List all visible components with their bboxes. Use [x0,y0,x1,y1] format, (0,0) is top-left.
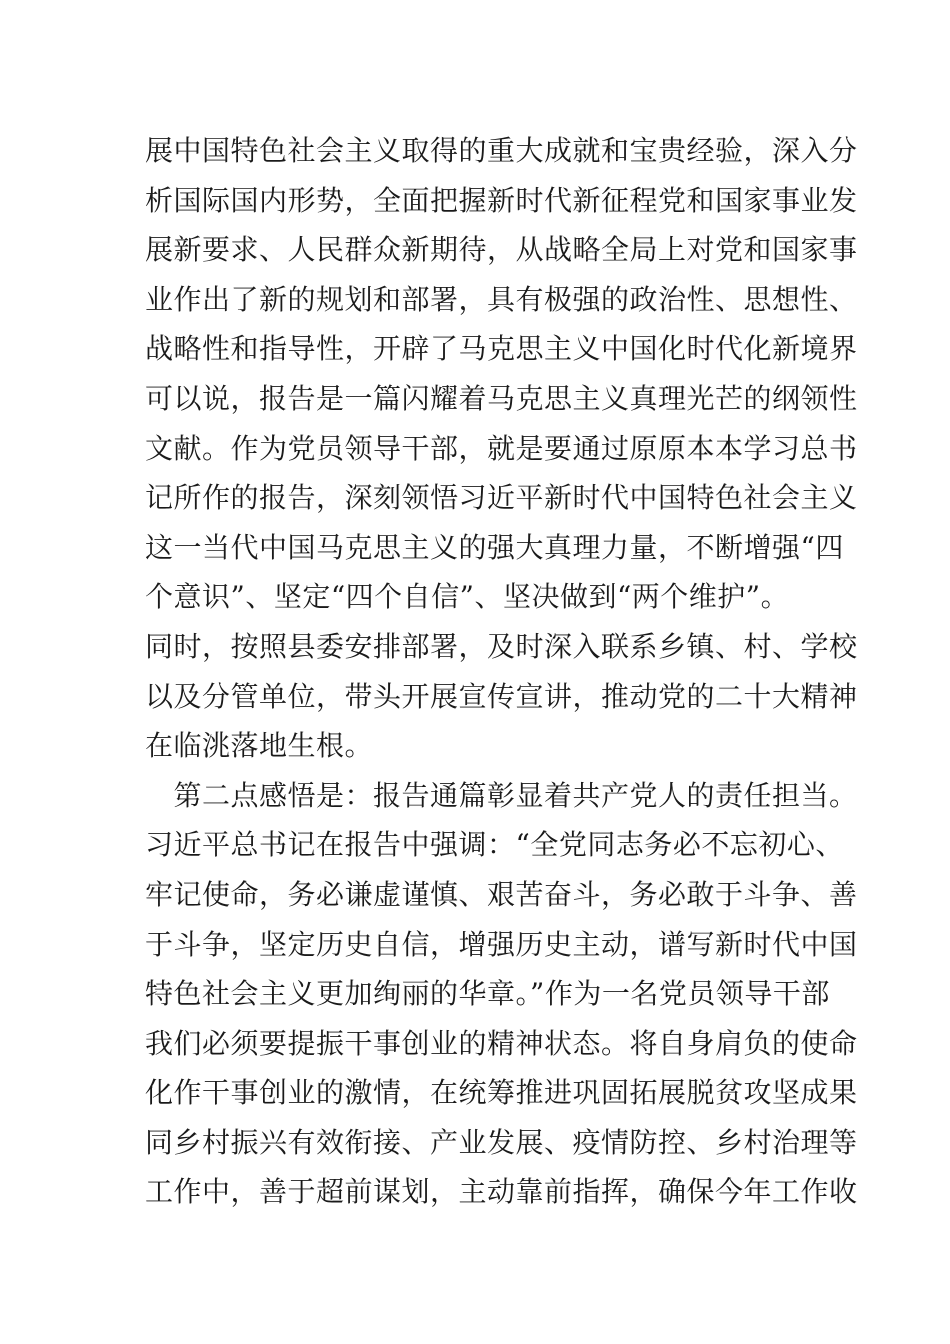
document-body [145,126,858,1217]
text-line: 特色社会主义更加绚丽的华章。”作为一名党员领导干部 [145,977,830,1011]
text-line: 可以说，报告是一篇闪耀着马克思主义真理光芒的纲领性 [145,381,858,415]
text-line: 化作干事创业的激情，在统筹推进巩固拓展脱贫攻坚成果 [145,1076,858,1110]
text-line: 展新要求、人民群众新期待，从战略全局上对党和国家事 [145,233,858,267]
text-line: 同时，按照县委安排部署，及时深入联系乡镇、村、学校 [145,629,858,663]
text-line: 于斗争，坚定历史自信，增强历史主动，谱写新时代中国 [145,927,858,961]
text-line: 个意识”、坚定“四个自信”、坚决做到“两个维护”。 [145,580,790,614]
text-line: 以及分管单位，带头开展宣传宣讲，推动党的二十大精神 [145,679,858,713]
text-line: 展中国特色社会主义取得的重大成就和宝贵经验，深入分 [145,134,858,167]
text-line: 第二点感悟是：报告通篇彰显着共产党人的责任担当。 [145,778,858,812]
text-line: 牢记使命，务必谦虚谨慎、艰苦奋斗，务必敢于斗争、善 [145,877,858,911]
text-line: 我们必须要提振干事创业的精神状态。将自身肩负的使命 [145,1026,858,1060]
text-line: 记所作的报告，深刻领悟习近平新时代中国特色社会主义 [145,481,858,515]
text-line: 同乡村振兴有效衔接、产业发展、疫情防控、乡村治理等 [145,1125,858,1159]
paragraph-2 [145,771,858,1217]
text-line: 战略性和指导性，开辟了马克思主义中国化时代化新境界 [145,332,858,366]
text-line: 析国际国内形势，全面把握新时代新征程党和国家事业发 [145,183,858,217]
paragraph-1 [145,126,858,771]
text-line: 业作出了新的规划和部署，具有极强的政治性、思想性、 [145,282,858,316]
text-line: 这一当代中国马克思主义的强大真理力量，不断增强“四 [145,530,844,564]
text-line: 工作中，善于超前谋划，主动靠前指挥，确保今年工作收 [145,1175,858,1209]
text-line: 文献。作为党员领导干部，就是要通过原原本本学习总书 [145,431,858,465]
text-line: 在临洮落地生根。 [145,729,374,763]
text-line: 习近平总书记在报告中强调：“全党同志务必不忘初心、 [145,828,844,862]
